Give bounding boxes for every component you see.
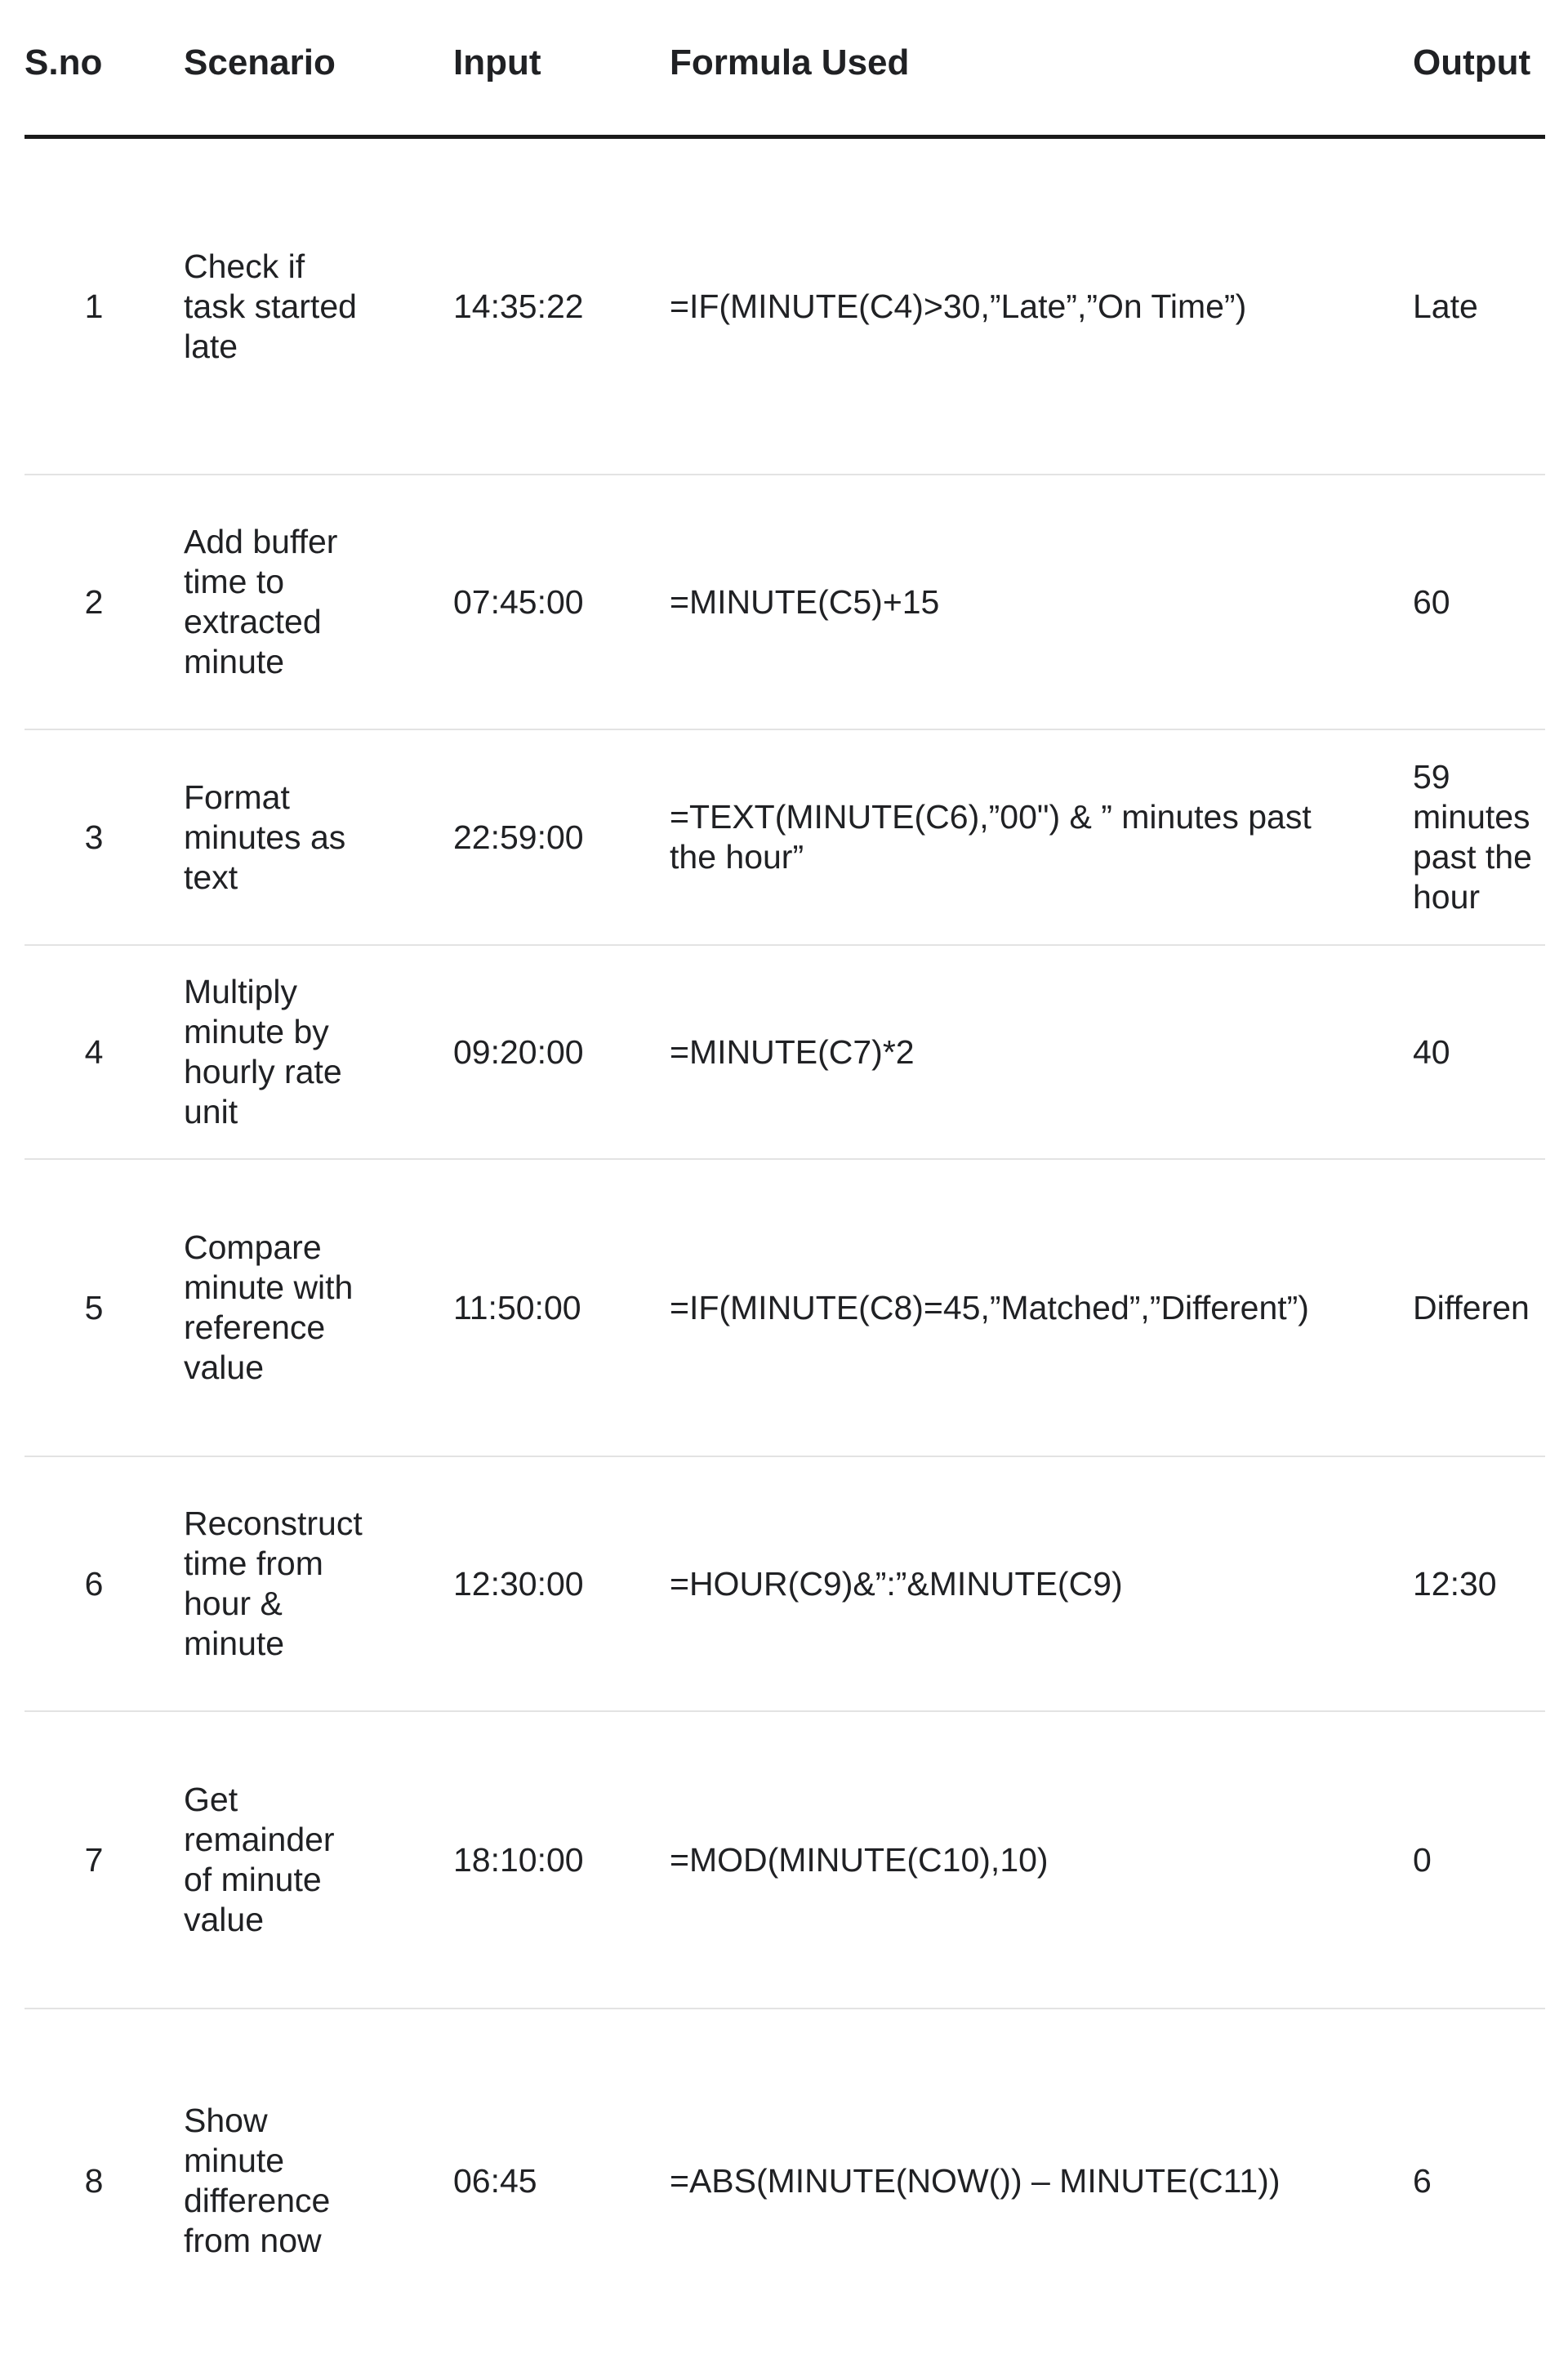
cell-output-text: Late (1413, 287, 1478, 325)
header-input: Input (453, 42, 541, 82)
cell-input: 06:45 (453, 2161, 537, 2200)
cell-scenario: Format minutes as text (184, 778, 346, 896)
cell-input: 09:20:00 (453, 1032, 584, 1071)
cell-formula: =TEXT(MINUTE(C6),”00") & ” minutes past the hour” (670, 798, 1312, 876)
cell-output-text: 12:30 (1413, 1564, 1497, 1603)
cell-output (1413, 1457, 1545, 1710)
cell-output-text: 59 minutes past the hour (1413, 758, 1532, 916)
cell-output (1413, 946, 1545, 1158)
cell-sno: 6 (84, 1564, 104, 1603)
table-row (24, 1160, 1545, 1457)
cell-scenario: Reconstruct time from hour & minute (184, 1505, 363, 1662)
cell-scenario: Multiply minute by hourly rate unit (184, 973, 342, 1130)
cell-formula: =MINUTE(C5)+15 (670, 582, 940, 621)
cell-scenario: Compare minute with reference value (184, 1228, 354, 1386)
cell-sno: 8 (84, 2161, 104, 2200)
cell-formula: =ABS(MINUTE(NOW()) – MINUTE(C11)) (670, 2161, 1281, 2200)
cell-input: 07:45:00 (453, 582, 584, 621)
header-formula: Formula Used (670, 42, 910, 82)
header-scenario: Scenario (184, 42, 336, 82)
cell-output-text: 60 (1413, 582, 1450, 621)
table-row (24, 475, 1545, 730)
cell-input: 14:35:22 (453, 287, 584, 325)
cell-formula: =IF(MINUTE(C4)>30,”Late”,”On Time”) (670, 287, 1247, 325)
cell-scenario: Get remainder of minute value (184, 1781, 335, 1938)
cell-output (1413, 475, 1545, 729)
header-output: Output (1413, 42, 1531, 82)
cell-input: 18:10:00 (453, 1840, 584, 1879)
cell-scenario: Check if task started late (184, 247, 357, 365)
table-header (24, 0, 1545, 139)
cell-formula: =IF(MINUTE(C8)=45,”Matched”,”Different”) (670, 1288, 1309, 1326)
cell-output-text: 6 (1413, 2161, 1432, 2200)
table-row (24, 2009, 1545, 2352)
cell-output-text: Differen (1413, 1288, 1530, 1326)
cell-sno: 3 (84, 818, 104, 856)
cell-sno: 1 (84, 287, 104, 325)
table-row (24, 1457, 1545, 1712)
cell-output (1413, 139, 1545, 474)
cell-input: 11:50:00 (453, 1288, 581, 1326)
minute-function-table (24, 0, 1545, 2352)
cell-input: 12:30:00 (453, 1564, 584, 1603)
header-sno: S.no (24, 42, 103, 82)
cell-sno: 7 (84, 1840, 104, 1879)
table-row (24, 139, 1545, 475)
cell-output-text: 0 (1413, 1840, 1432, 1879)
cell-scenario: Add buffer time to extracted minute (184, 523, 338, 680)
table-row (24, 730, 1545, 946)
cell-formula: =HOUR(C9)&”:”&MINUTE(C9) (670, 1564, 1123, 1603)
cell-output (1413, 2009, 1545, 2352)
cell-sno: 5 (84, 1288, 104, 1326)
table-row (24, 1712, 1545, 2009)
table-row (24, 946, 1545, 1160)
cell-input: 22:59:00 (453, 818, 584, 856)
cell-output (1413, 730, 1545, 944)
cell-output (1413, 1160, 1545, 1456)
cell-sno: 2 (84, 582, 104, 621)
cell-sno: 4 (84, 1032, 104, 1071)
cell-formula: =MOD(MINUTE(C10),10) (670, 1840, 1049, 1879)
cell-scenario: Show minute difference from now (184, 2102, 331, 2259)
cell-output (1413, 1712, 1545, 2008)
cell-formula: =MINUTE(C7)*2 (670, 1032, 915, 1071)
cell-output-text: 40 (1413, 1032, 1450, 1071)
